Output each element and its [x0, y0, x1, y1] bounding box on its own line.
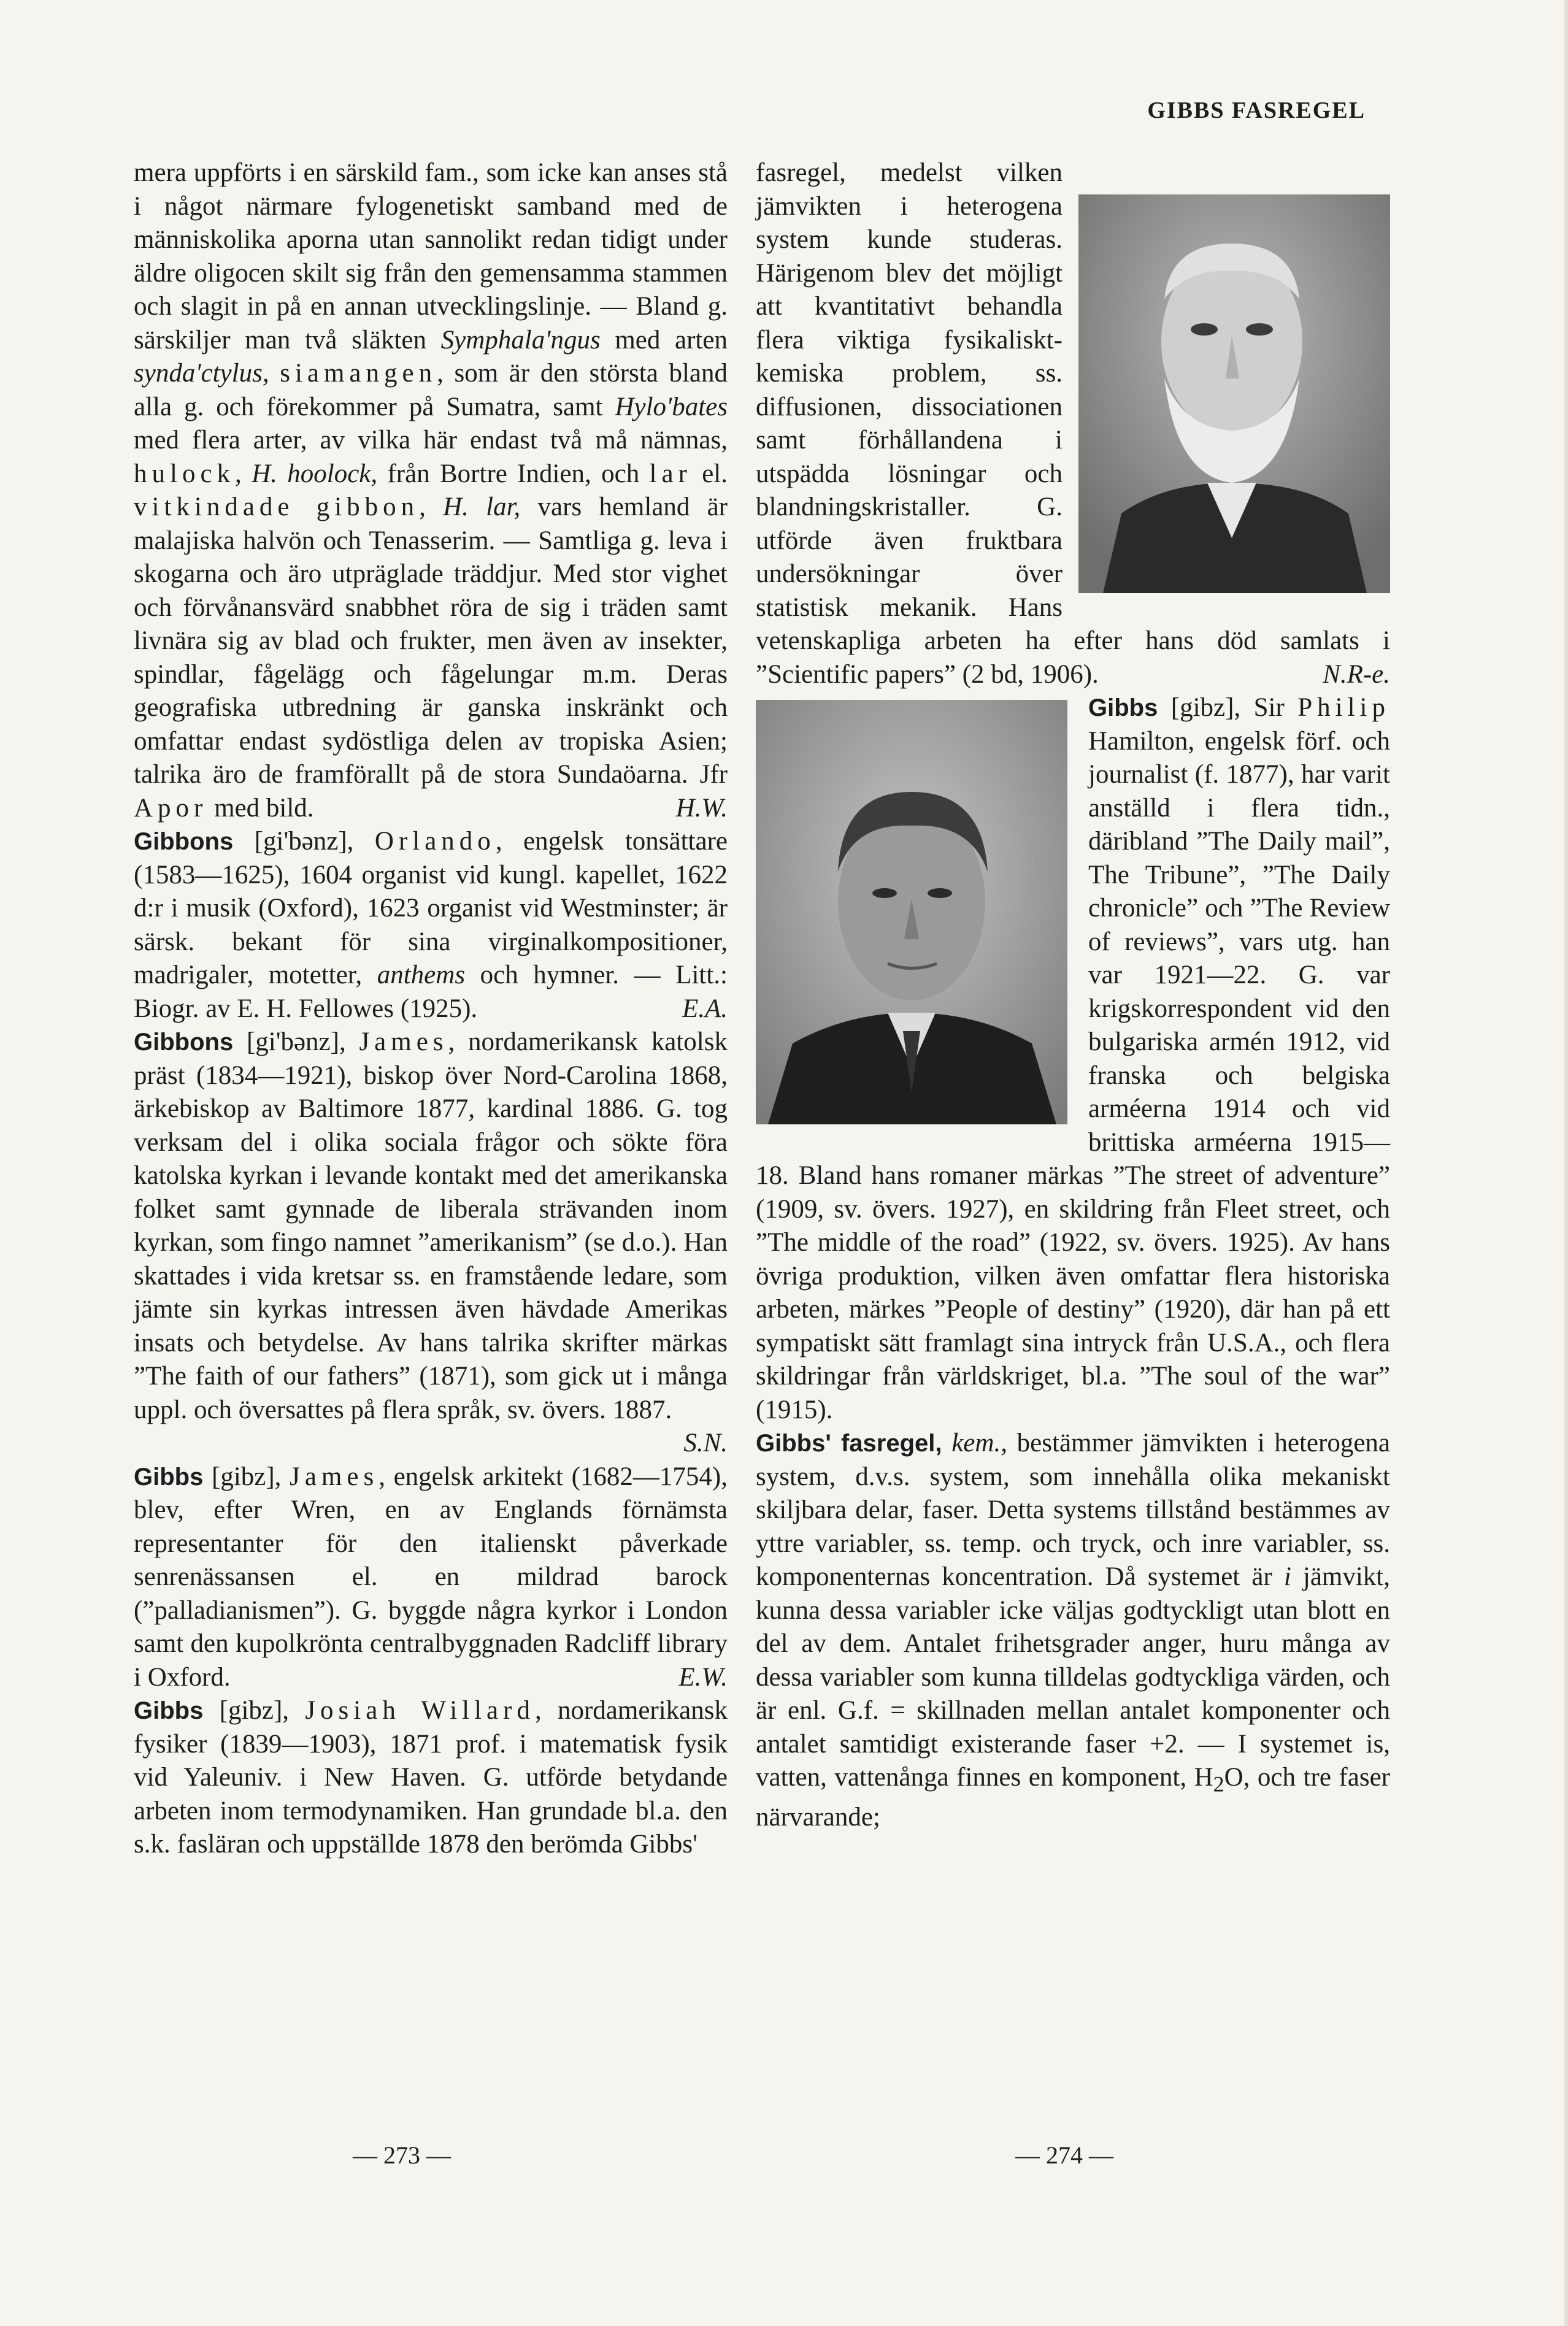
- page-number-left: — 273 —: [353, 2141, 451, 2169]
- portrait-photo-philip-hamilton-gibbs: [756, 700, 1067, 1124]
- entry-gibbs-james: Gibbs [gibz], James, engelsk arkitekt (1682—1754), blev, efter Wren, en av Englands förnämsta representanter för den italienskt påverkade senrenässansen el. en mildrad barock (”palladianismen”). G. byggde några kyrkor i London samt den kupolkrönta centralbyggnaden Radcliff library i Oxford. E.W.: [134, 1460, 728, 1695]
- author-signature: E.W.: [678, 1662, 728, 1692]
- entry-gibbons-james: Gibbons [gi'bənz], James, nordamerikansk katolsk präst (1834—1921), biskop över Nord-Carolina 1868, ärkebiskop av Baltimore 1877, kardinal 1886. G. tog verksam del i olika sociala frågor och sökte föra katolska kyrkan i levande kontakt med det amerikanska folket samt gynnade de liberala strävanden inom kyrkan, som fingo namnet ”amerikanism” (se d.o.). Han skattades i vida kretsar ss. en framstående ledare, som jämte sin kyrkas intressen även hävdade Amerikas insats och betydelse. Av hans talrika skrifter märkas ”The faith of our fathers” (1871), som gick ut i många uppl. och översattes på flera språk, sv. övers. 1887.: [134, 1027, 728, 1424]
- entry-headword: Gibbons: [134, 828, 234, 855]
- running-head: GIBBS FASREGEL: [1147, 98, 1366, 123]
- entry-gibbs-josiah: Gibbs [gibz], Josiah Willard, nordamerikansk fysiker (1839—1903), 1871 prof. i matematisk fysik vid Yaleuniv. i New Haven. G. utförde betydande arbeten inom termodynamiken. Han grundade bl.a. den s.k. fasläran och uppställde 1878 den berömda Gibbs': [134, 1696, 728, 1859]
- author-signature: S.N.: [683, 1429, 728, 1457]
- left-column: [134, 156, 728, 1862]
- right-column: [756, 156, 1390, 1835]
- author-signature: N.R-e.: [1323, 659, 1390, 689]
- entry-gibbs-fasregel: Gibbs' fasregel, kem., bestämmer jämvikten i heterogena system, d.v.s. system, som innehålla olika mekaniskt skiljbara delar, faser. Detta systems tillstånd bestämmes av yttre variabler, ss. temp. och tryck, och inre variabler, ss. komponenternas koncentration. Då systemet är i jämvikt, kunna dessa variabler icke väljas godtyckligt utan blott en del av dem. Antalet frihetsgrader anger, huru många av dessa variabler som kunna tilldelas godtyckliga värden, och är enl. G.f. = skillnaden mellan antalet komponenter och antalet samtidigt existerande faser +2. — I systemet is, vatten, vattenånga finnes en komponent, $H_2O$, och tre faser närvarande;: [756, 1429, 1391, 1832]
- entry-gibbs-philip-hamilton: Gibbs [gibz], Sir Philip Hamilton, engelsk förf. och journalist (f. 1877), har varit anställd i flera tidn., däribland ”The Daily mail”, The Tribune”, ”The Daily chronicle” och ”The Review of reviews”, vars utg. han var 1921—22. G. var krigskorrespondent vid den bulgariska armén 1912, vid franska och belgiska arméerna 1914 och vid brittiska arméerna 1915—18. Bland hans romaner märkas ”The street of adventure” (1909, sv. övers. 1927), en skildring från Fleet street, och ”The middle of the road” (1922, sv. övers. 1925). Av hans övriga produktion, vilken även omfattar flera historiska arbeten, märkes ”People of destiny” (1920), där han på ett sympatiskt sätt framlagt sina intryck från U.S.A., och flera skildringar från världskriget, bl.a. ”The soul of the war” (1915).: [756, 693, 1390, 1424]
- portrait-photo-josiah-gibbs: [1078, 194, 1390, 593]
- author-signature: H.W.: [675, 793, 728, 823]
- author-signature: E.A.: [682, 994, 728, 1023]
- entry-headword: Gibbs' fasregel,: [756, 1430, 942, 1457]
- entry-headword: Gibbons: [134, 1029, 234, 1056]
- entry-headword: Gibbs: [1088, 694, 1158, 721]
- entry-headword: Gibbs: [134, 1463, 204, 1491]
- entry-gibbons-orlando: Gibbons [gi'bənz], Orlando, engelsk tonsättare (1583—1625), 1604 organist vid kungl. kapellet, 1622 d:r i musik (Oxford), 1623 organist vid Westminster; är särsk. bekant för sina virginalkompositioner, madrigaler, motetter, anthems och hymner. — Litt.: Biogr. av E. H. Fellowes (1925). E.A.: [134, 825, 728, 1026]
- page-number-right: — 274 —: [1015, 2141, 1113, 2169]
- entry-headword: Gibbs: [134, 1697, 204, 1724]
- gibbon-article-continuation: mera uppförts i en särskild fam., som icke kan anses stå i något närmare fylogenetiskt samband med de människolika aporna utan sannolikt redan tidigt under äldre oligocen skilt sig från den gemensamma stammen och slagit in på en annan utvecklingslinje. — Bland g. särskiljer man två släkten Symphala'ngus med arten synda'ctylus, siamangen, som är den största bland alla g. och förekommer på Sumatra, samt Hylo'bates med flera arter, av vilka här endast två må nämnas, hulock, H. hoolock, från Bortre Indien, och lar el. vitkindade gibbon, H. lar, vars hemland är malajiska halvön och Tenasserim. — Samtliga g. leva i skogarna och äro utpräglade träddjur. Med stor vighet och förvånansvärd snabbhet röra de sig i träden samt livnära sig av blad och frukter, men även av insekter, spindlar, fågelägg och fågelungar m.m. Deras geografiska utbredning är ganska inskränkt och omfattar endast sydöstliga delen av tropiska Asien; talrika äro de framförallt på de stora Sundaöarna. Jfr Apor med bild. H.W.: [134, 156, 728, 825]
- gibbs-josiah-continuation: fasregel, medelst vilken jämvikten i heterogena system kunde studeras. Härigenom blev det möjligt att kvantitativt behandla flera viktiga fysikaliskt-kemiska problem, ss. diffusionen, dissociationen samt förhållandena i utspädda lösningar och blandningskristaller. G. utförde även fruktbara undersökningar över statistisk mekanik. Hans vetenskapliga arbeten ha efter hans död samlats i ”Scientific papers” (2 bd, 1906). N.R-e.: [756, 156, 1390, 691]
